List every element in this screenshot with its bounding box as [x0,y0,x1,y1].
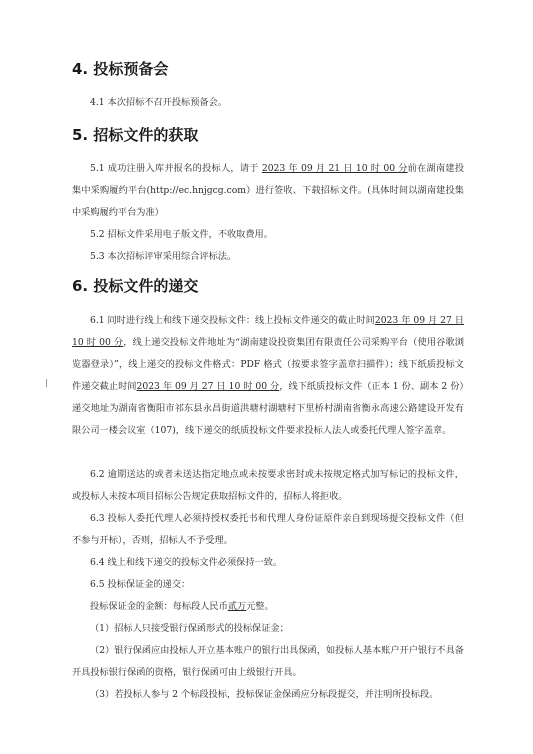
deadline-date-download: 2023 年 09 月 21 日 10 时 00 分 [261,163,408,174]
para-6-5-3: （3）若投标人参与 2 个标段投标，投标保证金保函应分标段提交，并注明所投标段。 [90,689,439,700]
para-5-2: 5.2 招标文件采用电子版文件，不收取费用。 [90,229,273,240]
para-bond-amount: 投标保证金的金额：每标段人民币贰万元整。 [90,601,274,612]
para-6-5-1: （1）招标人只接受银行保函形式的投标保证金； [90,623,289,634]
margin-mark [46,379,47,387]
section-6-heading: 6. 投标文件的递交 [72,277,199,295]
para-6-4: 6.4 线上和线下递交的投标文件必须保持一致。 [90,557,283,568]
para-6-5: 6.5 投标保证金的递交： [90,579,191,590]
deadline-date-online: 2023 年 09 月 27 日 10 时 00 分 [72,315,464,348]
bond-amount-value: 贰万 [227,601,247,612]
para-6-3: 6.3 投标人委托代理人必须持授权委托书和代理人身份证原件亲自到现场提交投标文件（但不参与开标），否则，招标人不予受理。 [72,513,464,546]
deadline-date-offline: 2023 年 09 月 27 日 10 时 00 分 [136,381,280,392]
section-4-heading: 4. 投标预备会 [72,60,169,78]
para-6-5-2: （2）银行保函应由投标人开立基本账户的银行出具保函，如投标人基本账户开户银行不具备开具投标银行保函的资格，银行保函可由上级银行开具。 [72,645,464,678]
para-5-1: 5.1 成功注册入库并报名的投标人，请于 2023 年 09 月 21 日 10 时 00 分前在湖南建投集中采购履约平台(http://ec.hnjgcg.com）进行签收、下载招标文件。(具体时间以湖南建投集中采购履约平台为准） [72,163,465,218]
section-5-heading: 5. 招标文件的获取 [72,126,199,144]
para-6-1: 6.1 同时进行线上和线下递交投标文件：线上投标文件递交的截止时间2023 年 09 月 27 日 10 时 00 分，线上递交投标文件地址为“湖南建设投资集团有限责任公司采购平台（使用谷歌浏览器登录）”，线上递交的投标文件格式：PDF 格式（按要求签字盖章扫描件）；线下纸质投标文件递交截止时间2023 年 09 月 27 日 10 时 00 分，线下纸质投标文件（正本 1 份、副本 2 份）递交地址为湖南省衡阳市祁东县永昌街道洪塘村湖塘村下里桥村湖南省衡永高速公路建设开发有限公司一楼会议室（107)，线下递交的纸质投标文件要求投标人法人或委托代理人签字盖章。 [72,315,465,436]
para-6-2: 6.2 逾期送达的或者未送达指定地点或未按要求密封或未按规定格式加写标记的投标文件，或投标人未按本项目招标公告规定获取招标文件的，招标人将拒收。 [72,469,464,502]
para-4-1: 4.1 本次招标不召开投标预备会。 [90,97,227,108]
para-5-3: 5.3 本次招标评审采用综合评标法。 [90,251,237,262]
